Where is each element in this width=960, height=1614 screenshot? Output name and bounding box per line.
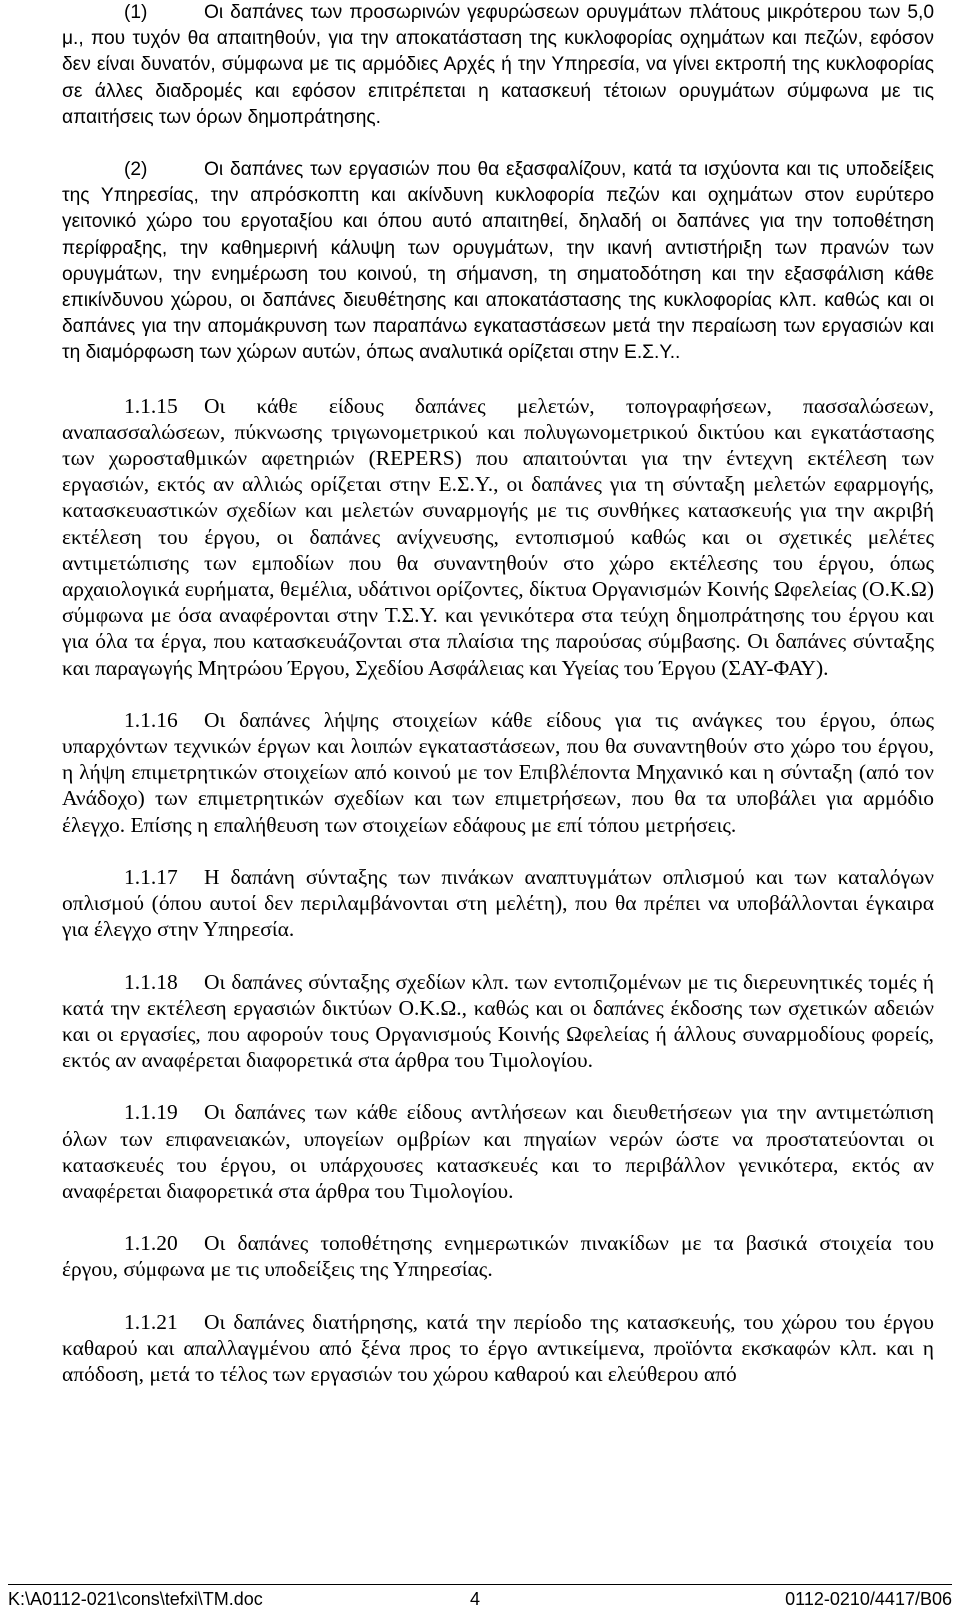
paragraph-text: Οι δαπάνες των προσωρινών γεφυρώσεων ορυγμάτων πλάτους μικρότερου των 5,0 μ., που τυχόν θα απαιτηθούν, για την αποκατάσταση της κυκλοφορίας οχημάτων και πεζών, εφόσον δεν είναι δυνατόν, σύμφωνα με τις αρμόδιες Αρχές ή την Υπηρεσία, να γίνει εκτροπή της κυκλοφορίας σε άλλες διαδρομές και εφόσον επιτρέπεται η κατασκευή τέτοιων ορυγμάτων σύμφωνα με τις απαιτήσεις των όρων δημοπράτησης. (62, 2, 934, 128)
paragraph-1 (62, 0, 934, 131)
paragraph-number: 1.1.19 (124, 1100, 178, 1125)
footer-page-number: 4 (470, 1589, 481, 1609)
document-body (62, 0, 934, 1387)
paragraph-1-1-15 (62, 393, 934, 681)
paragraph-number: (2) (124, 159, 148, 181)
paragraph-number: (1) (124, 2, 148, 23)
paragraph-1-1-21 (62, 1309, 934, 1388)
paragraph-number: 1.1.17 (124, 864, 178, 889)
paragraph-text: Οι δαπάνες διατήρησης, κατά την περίοδο της κατασκευής, του χώρου του έργου καθαρού και απαλλαγμένου από ξένα προς το έργο αντικείμενα, προϊόντα εκσκαφών κλπ. και η απόδοση, μετά το τέλος των εργασιών του χώρου καθαρού και ελεύθερου από (62, 1309, 934, 1386)
paragraph-1-1-17 (62, 864, 934, 943)
paragraph-number: 1.1.15 (124, 393, 178, 418)
paragraph-text: Οι δαπάνες σύνταξης σχεδίων κλπ. των εντοπιζομένων με τις διερευνητικές τομές ή κατά την εκτέλεση εργασιών δικτύων Ο.Κ.Ω., καθώς και οι δαπάνες έκδοσης των σχετικών αδειών και οι εργασίες, που αφορούν τους Οργανισμούς Κοινής Ωφελείας ή άλλους συναρμοδίους φορείς, εκτός αν αναφέρεται διαφορετικά στα άρθρα του Τιμολογίου. (62, 969, 934, 1073)
paragraph-number: 1.1.21 (124, 1309, 178, 1334)
paragraph-2 (62, 157, 934, 367)
paragraph-text: Η δαπάνη σύνταξης των πινάκων αναπτυγμάτων οπλισμού και των καταλόγων οπλισμού (όπου αυτοί δεν περιλαμβάνονται στη μελέτη), που θα πρέπει να υποβάλλονται έγκαιρα για έλεγχο στην Υπηρεσία. (62, 864, 934, 942)
paragraph-number: 1.1.18 (124, 969, 178, 994)
footer-document-code: 0112-0210/4417/B06 (785, 1589, 952, 1609)
paragraph-text: Οι κάθε είδους δαπάνες μελετών, τοπογραφήσεων, πασσαλώσεων, αναπασσαλώσεων, πύκνωσης τριγωνομετρικού και πολυγωνομετρικού δικτύου και εγκατάστασης των χωροσταθμικών αφετηριών (REPERS) που απαιτούνται για την έντεχνη εκτέλεση των εργασιών, εκτός αν αλλιώς ορίζεται στην Ε.Σ.Υ., οι δαπάνες για τη σύνταξη μελετών εφαρμογής, κατασκευαστικών σχεδίων και μελετών συναρμογής με τις συνθήκες κατασκευής για την ακριβή εκτέλεση του έργου, οι δαπάνες ανίχνευσης, εντοπισμού καθώς και οι σχετικές μελέτες αντιμετώπισης των εμποδίων που θα συναντηθούν στο χώρο εκτέλεσης του έργου, όπως αρχαιολογικά ευρήματα, θεμέλια, υδάτινοι ορίζοντες, δίκτυα Οργανισμών Κοινής Ωφελείας (Ο.Κ.Ω) σύμφωνα με όσα αναφέρονται στην Τ.Σ.Υ. και γενικότερα στα τεύχη δημοπράτησης του έργου και για όλα τα έργα, που κατασκευάζονται στα πλαίσια της παρούσας σύμβασης. Οι δαπάνες σύνταξης και παραγωγής Μητρώου Έργου, Σχεδίου Ασφάλειας και Υγείας του Έργου (ΣΑΥ-ΦΑΥ). (62, 393, 934, 680)
paragraph-text: Οι δαπάνες λήψης στοιχείων κάθε είδους για τις ανάγκες του έργου, όπως υπαρχόντων τεχνικών έργων και λοιπών εγκαταστάσεων, που θα συναντηθούν στο χώρο του έργου, η λήψη επιμετρητικών στοιχείων από κοινού με τον Επιβλέποντα Μηχανικό και η σύνταξη (από τον Ανάδοχο) των επιμετρητικών σχεδίων και των επιμετρήσεων, που θα τα υποβάλει για αρμόδιο έλεγχο. Επίσης η επαλήθευση των στοιχείων εδάφους με επί τόπου μετρήσεις. (62, 707, 934, 837)
paragraph-text: Οι δαπάνες των κάθε είδους αντλήσεων και διευθετήσεων για την αντιμετώπιση όλων των επιφανειακών, υπογείων ομβρίων και πηγαίων νερών ώστε να προστατεύονται οι κατασκευές του έργου, οι υπάρχουσες κατασκευές και το περιβάλλον γενικότερα, εκτός αν αναφέρεται διαφορετικά στα άρθρα του Τιμολογίου. (62, 1100, 934, 1203)
footer-file-path: K:\A0112-021\cons\tefxi\TM.doc (8, 1589, 263, 1609)
paragraph-1-1-19 (62, 1099, 934, 1204)
paragraph-number: 1.1.20 (124, 1231, 178, 1256)
paragraph-number: 1.1.16 (124, 707, 178, 732)
paragraph-1-1-18 (62, 969, 934, 1074)
paragraph-text: Οι δαπάνες των εργασιών που θα εξασφαλίζουν, κατά τα ισχύοντα και τις υποδείξεις της Υπηρεσίας, την απρόσκοπτη και ακίνδυνη κυκλοφορία πεζών και οχημάτων στον ευρύτερο γειτονικό χώρο του εργοταξίου και όπου αυτό απαιτηθεί, δηλαδή οι δαπάνες για την τοποθέτηση περίφραξης, την καθημερινή κάλυψη των ορυγμάτων, την ικανή αντιστήριξη των πρανών των ορυγμάτων, την ενημέρωση του κοινού, τη σήμανση, τη σηματοδότηση και την εξασφάλιση κάθε επικίνδυνου χώρου, οι δαπάνες διευθέτησης και αποκατάστασης της κυκλοφορίας κλπ. καθώς και οι δαπάνες για την απομάκρυνση των παραπάνω εγκαταστάσεων μετά την περαίωση των εργασιών και τη διαμόρφωση των χώρων αυτών, όπως αναλυτικά ορίζεται στην Ε.Σ.Υ.. (62, 159, 934, 364)
paragraph-1-1-16 (62, 707, 934, 838)
paragraph-text: Οι δαπάνες τοποθέτησης ενημερωτικών πινακίδων με τα βασικά στοιχεία του έργου, σύμφωνα με τις υποδείξεις της Υπηρεσίας. (62, 1231, 934, 1282)
paragraph-1-1-20 (62, 1230, 934, 1282)
page-footer (8, 1584, 952, 1609)
